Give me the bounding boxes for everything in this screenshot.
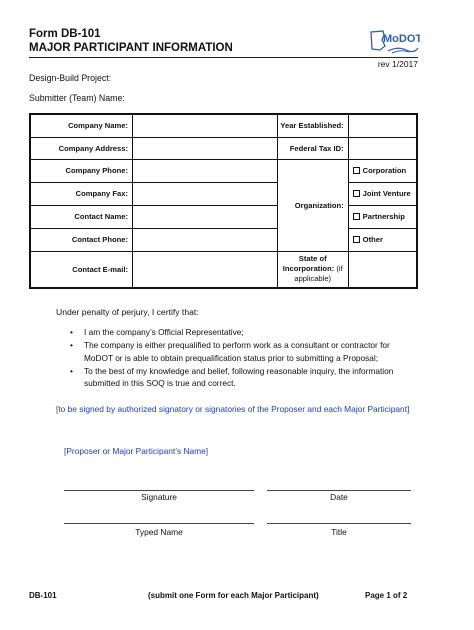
date-label: Date	[330, 492, 348, 502]
typed-name-line[interactable]	[64, 523, 254, 524]
list-item: • The company is either prequalified to perform work as a consultant or contractor for MoDOT or is able to obtain prequalification status prior to submitting a Proposal;	[72, 339, 417, 364]
submitter-name-label: Submitter (Team) Name:	[29, 93, 125, 103]
contact-name-label: Contact Name:	[30, 205, 132, 228]
contact-name-field[interactable]	[132, 205, 277, 228]
company-name-label: Company Name:	[30, 114, 132, 137]
header-rule	[29, 57, 418, 58]
company-fax-label: Company Fax:	[30, 182, 132, 205]
title-line[interactable]	[267, 523, 411, 524]
date-line[interactable]	[267, 490, 411, 491]
certification-intro: Under penalty of perjury, I certify that:	[56, 307, 199, 317]
signature-line[interactable]	[64, 490, 254, 491]
state-inc-paren: (if	[336, 264, 343, 274]
federal-tax-id-label: Federal Tax ID:	[277, 137, 348, 159]
checkbox-corporation[interactable]	[353, 167, 360, 174]
title-label: Title	[331, 527, 347, 537]
footer-note: (submit one Form for each Major Participant)	[148, 591, 319, 600]
proposer-name-placeholder[interactable]: [Proposer or Major Participant’s Name]	[64, 446, 209, 456]
org-option-corporation[interactable]	[348, 159, 417, 182]
org-option-partnership[interactable]	[348, 205, 417, 228]
year-established-label: Year Established:	[277, 114, 348, 137]
company-info-table	[29, 113, 418, 289]
org-option-label: Partnership	[362, 212, 405, 221]
org-option-label: Corporation	[362, 166, 407, 175]
form-title: MAJOR PARTICIPANT INFORMATION	[29, 42, 233, 54]
modot-logo	[368, 26, 420, 54]
company-phone-label: Company Phone:	[30, 159, 132, 182]
company-name-field[interactable]	[132, 114, 277, 137]
contact-phone-field[interactable]	[132, 228, 277, 251]
org-option-label: Other	[362, 235, 383, 244]
org-option-label: Joint Venture	[362, 189, 411, 198]
signature-instructions: [to be signed by authorized signatory or signatories of the Proposer and each Major Participant]	[56, 404, 410, 414]
company-address-field[interactable]	[132, 137, 277, 159]
page-number: Page 1 of 2	[365, 591, 408, 600]
contact-email-field[interactable]	[132, 251, 277, 288]
design-build-project-label: Design-Build Project:	[29, 73, 112, 83]
logo-text: MoDOT	[383, 33, 420, 45]
signature-label: Signature	[141, 492, 177, 502]
year-established-field[interactable]	[348, 114, 417, 137]
revision-date: rev 1/2017	[377, 59, 418, 69]
checkbox-joint-venture[interactable]	[353, 190, 360, 197]
state-incorporation-label	[277, 251, 348, 288]
state-inc-paren: applicable)	[294, 274, 332, 284]
org-option-joint-venture[interactable]	[348, 182, 417, 205]
state-inc-line: State of	[298, 254, 327, 264]
state-inc-line	[278, 264, 348, 274]
contact-email-label: Contact E-mail:	[30, 251, 132, 288]
checkbox-other[interactable]	[353, 236, 360, 243]
organization-label: Organization:	[277, 159, 348, 251]
company-fax-field[interactable]	[132, 182, 277, 205]
footer-form-id: DB-101	[29, 591, 57, 600]
checkbox-partnership[interactable]	[353, 213, 360, 220]
company-phone-field[interactable]	[132, 159, 277, 182]
typed-name-label: Typed Name	[135, 527, 183, 537]
form-id: Form DB-101	[29, 28, 101, 40]
company-address-label: Company Address:	[30, 137, 132, 159]
state-incorporation-field[interactable]	[348, 251, 417, 288]
list-item: • To the best of my knowledge and belief, following reasonable inquiry, the information submitted in this SOQ is true and correct.	[72, 365, 417, 390]
contact-phone-label: Contact Phone:	[30, 228, 132, 251]
state-inc-text: Incorporation:	[282, 264, 335, 274]
federal-tax-id-field[interactable]	[348, 137, 417, 159]
missouri-state-icon	[368, 26, 420, 54]
org-option-other[interactable]	[348, 228, 417, 251]
list-item: • I am the company’s Official Representative;	[72, 326, 417, 338]
certification-list	[72, 326, 417, 390]
